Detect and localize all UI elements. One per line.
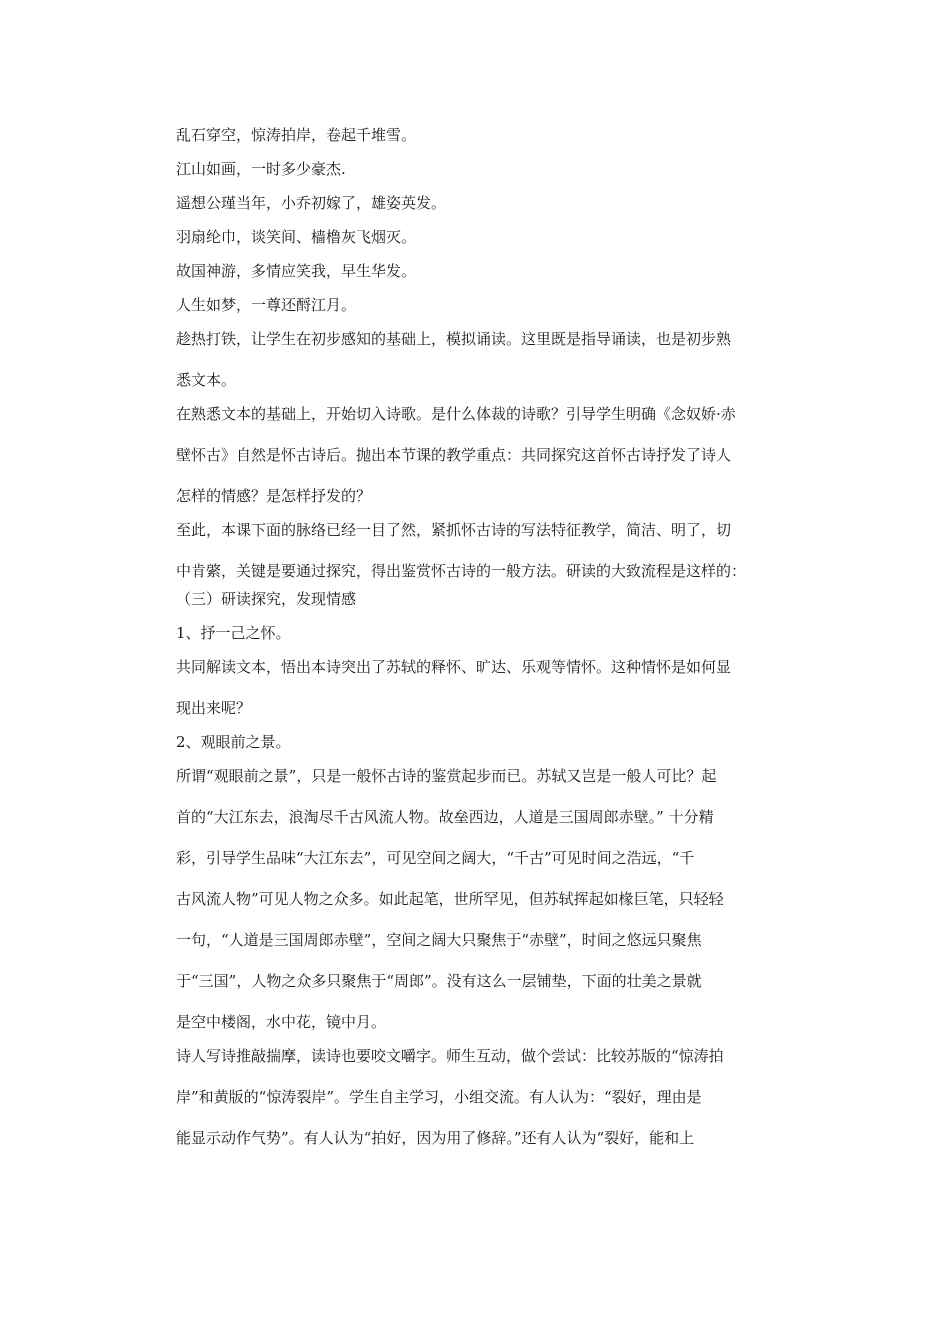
paragraph-line: 趁热打铁，让学生在初步感知的基础上，模拟诵读。这里既是指导诵读，也是初步熟 [176,330,732,348]
paragraph-line: 诗人写诗推敲揣摩，读诗也要咬文嚼字。师生互动，做个尝试：比较苏版的“惊涛拍 [176,1047,724,1065]
poem-line: 羽扇纶巾，谈笑间、樯橹灰飞烟灭。 [176,228,417,246]
paragraph-line: 怎样的情感？是怎样抒发的？ [176,487,372,505]
paragraph-recitation [176,328,808,391]
paragraph-line: 于“三国”，人物之众多只聚焦于“周郎”。没有这么一层铺垫，下面的壮美之景就 [176,972,702,990]
paragraph-line: 能显示动作气势”。有人认为“拍好，因为用了修辞。”还有人认为“裂好，能和上 [176,1129,695,1147]
paragraph-line: 中肯綮，关键是要通过探究，得出鉴赏怀古诗的一般方法。研读的大致流程是这样的： [176,562,747,580]
paragraph-line: 是空中楼阁，水中花，镜中月。 [176,1013,387,1031]
paragraph-line: 现出来呢？ [176,699,252,717]
paragraph-line: 在熟悉文本的基础上，开始切入诗歌。是什么体裁的诗歌？引导学生明确《念奴娇·赤 [176,405,736,423]
paragraph-line: 首的“大江东去，浪淘尽千古风流人物。故垒西边，人道是三国周郎赤壁。” 十分精 [176,808,714,826]
poem-line: 遥想公瑾当年，小乔初嫁了，雄姿英发。 [176,194,447,212]
item-heading-2: 2、观眼前之景。 [176,733,291,751]
paragraph-outline [176,519,808,582]
paragraph-line: 一句，“人道是三国周郎赤壁”，空间之阔大只聚焦于“赤壁”，时间之悠远只聚焦 [176,931,702,949]
paragraph-line: 共同解读文本，悟出本诗突出了苏轼的释怀、旷达、乐观等情怀。这种情怀是如何显 [176,658,732,676]
item-heading-1: 1、抒一己之怀。 [176,624,291,642]
paragraph-line: 所谓“观眼前之景”，只是一般怀古诗的鉴赏起步而已。苏轼又岂是一般人可比？起 [176,767,717,785]
poem-line: 江山如画，一时多少豪杰. [176,160,346,178]
document-page [176,124,808,1161]
paragraph-line: 悉文本。 [176,371,237,389]
paragraph-line: 岸”和黄版的“惊涛裂岸”。学生自主学习，小组交流。有人认为：“裂好，理由是 [176,1088,702,1106]
poem-line: 人生如梦，一尊还酹江月。 [176,296,357,314]
paragraph-comparison [176,1045,808,1149]
poem-line: 乱石穿空，惊涛拍岸，卷起千堆雪。 [176,126,417,144]
paragraph-genre [176,403,808,507]
section-heading: （三）研读探究，发现情感 [176,590,357,608]
item-body-2 [176,765,808,1033]
poem-line: 故国神游，多情应笑我，早生华发。 [176,262,417,280]
paragraph-line: 至此，本课下面的脉络已经一目了然，紧抓怀古诗的写法特征教学，简洁、明了，切 [176,521,732,539]
paragraph-line: 壁怀古》自然是怀古诗后。抛出本节课的教学重点：共同探究这首怀古诗抒发了诗人 [176,446,732,464]
paragraph-line: 彩，引导学生品味“大江东去”，可见空间之阔大，“千古”可见时间之浩远，“千 [176,849,695,867]
paragraph-line: 古风流人物”可见人物之众多。如此起笔，世所罕见，但苏轼挥起如椽巨笔，只轻轻 [176,890,724,908]
item-body-1 [176,656,808,719]
